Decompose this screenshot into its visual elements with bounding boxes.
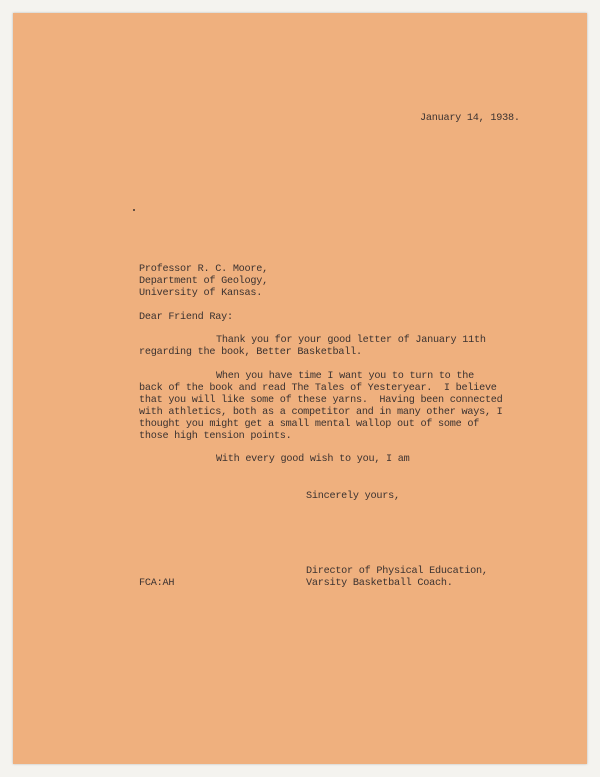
paragraph-2-line-2: back of the book and read The Tales of Yesteryear. I believe	[139, 383, 497, 394]
ink-speck	[133, 209, 135, 211]
closing: Sincerely yours,	[306, 491, 400, 502]
paragraph-2-line-5: thought you might get a small mental wallop out of some of	[139, 419, 480, 430]
paragraph-1-line-1: Thank you for your good letter of January 11th	[216, 335, 486, 346]
paragraph-1-line-2: regarding the book, Better Basketball.	[139, 347, 362, 358]
recipient-institution: University of Kansas.	[139, 288, 263, 299]
paragraph-2-line-6: those high tension points.	[139, 431, 292, 442]
typist-initials: FCA:AH	[139, 578, 175, 589]
letter-page	[13, 13, 587, 764]
letter-date: January 14, 1938.	[420, 113, 520, 124]
signature-title-2: Varsity Basketball Coach.	[306, 578, 453, 589]
paragraph-3: With every good wish to you, I am	[216, 454, 410, 465]
paragraph-2-line-3: that you will like some of these yarns. Having been connected	[139, 395, 503, 406]
signature-title-1: Director of Physical Education,	[306, 566, 488, 577]
salutation: Dear Friend Ray:	[139, 312, 233, 323]
recipient-department: Department of Geology,	[139, 276, 268, 287]
paragraph-2-line-4: with athletics, both as a competitor and in many other ways, I	[139, 407, 503, 418]
paragraph-2-line-1: When you have time I want you to turn to the	[216, 371, 474, 382]
recipient-name: Professor R. C. Moore,	[139, 264, 268, 275]
